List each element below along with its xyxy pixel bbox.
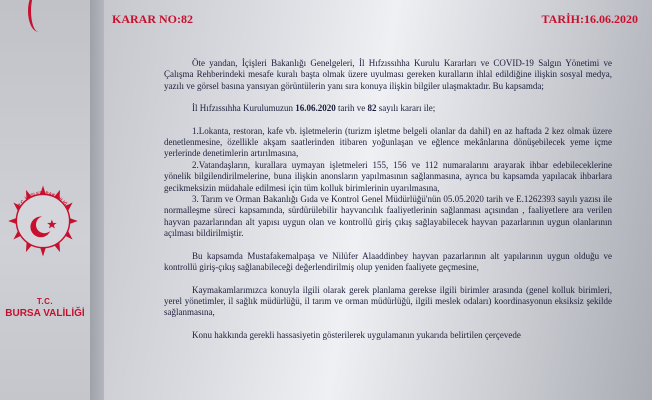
list-item-2: 2.Vatandaşların, kurallara uymayan işletmeleri 155, 156 ve 112 numaralarını arayarak ihbar edebileceklerine yönelik bilgilendirilmelerine, buna ilişkin anonsların yapılmasının sağlanmasına, ayrıca bu kapsamda yapılacak ihbarlara gecikmeksizin müdahale edilmesi için tüm kolluk birimlerinin uyarılmasına,	[164, 159, 612, 193]
list-item-1: 1.Lokanta, restoran, kafe vb. işletmelerin (turizm işletme belgeli olanlar da dahil) en az haftada 2 kez olmak üzere denetlenmesine, özellikle akşam saatlerinden itibaren yoğunlaşan ve eğlence mekânlarına dönüşebilecek yeme içme yerlerinde denetimlerin artırılmasına,	[164, 125, 612, 159]
turkish-crescent-star-emblem-icon	[6, 184, 80, 258]
decision-line-middle: tarih ve	[335, 103, 368, 114]
document-body	[164, 58, 612, 352]
list-item-3: 3. Tarım ve Orman Bakanlığı Gıda ve Kontrol Genel Müdürlüğü'nün 05.05.2020 tarih ve E.1262393 sayılı yazısı ile normalleşme süreci kapsamında, sürdürülebilir hayvancılık faaliyetlerinin sağlanması açısından , faaliyetlere ara verilen hayvan pazarlarından alt yapısı uygun olan ve kontrollü giriş çıkış sağlayabilecek hayvan pazarlarının uygun olanlarının açılması bildirilmiştir.	[164, 194, 612, 239]
org-name: BURSA VALİLİĞİ	[5, 308, 85, 319]
final-paragraph: Konu hakkında gerekli hassasiyetin gösterilerek uygulamanın yukarıda belirtilen çerçevede	[192, 329, 521, 340]
decision-date: TARİH:16.06.2020	[541, 12, 638, 26]
decision-line-date: 16.06.2020	[295, 103, 336, 114]
crescent-ornament	[28, 0, 49, 32]
decision-number: KARAR NO:82	[112, 12, 193, 26]
intro-paragraph: Öte yandan, İçişleri Bakanlığı Genelgeleri, İl Hıfzıssıhha Kurulu Kararları ve COVID-19 Salgın Yönetimi ve Çalışma Rehberindeki mesafe kuralı başta olmak üzere uyulması gereken kuralların ihlal edildiğine ilişkin sosyal medya, yazılı ve görsel basına yansıyan görüntülerin yanı sıra konuya ilişkin bilgiler ulaşmaktadır. Bu kapsamda;	[164, 58, 612, 91]
decision-line-suffix: sayılı kararı ile;	[376, 103, 436, 114]
org-abbreviation: T.C.	[36, 297, 54, 306]
svg-text:T.C. İÇİŞLERİ BAKANLIĞI: T.C. İÇİŞLERİ BAKANLIĞI	[17, 190, 69, 208]
sidebar-divider-band	[90, 0, 104, 400]
coordination-paragraph: Kaymakamlarımızca konuyla ilgili olarak gerek planlama gerekse ilgili birimler arasında (genel kolluk birimleri, yerel yönetimler, il sağlık müdürlüğü, il tarım ve orman müdürlüğü, ilgili meslek odaları) koordinasyonun eksiksiz şekilde sağlanmasına,	[164, 284, 612, 318]
markets-paragraph: Bu kapsamda Mustafakemalpaşa ve Nilüfer Alaaddinbey hayvan pazarlarının alt yapılarının uygun olduğu ve kontrollü giriş-çıkış sağlanabileceği değerlendirilmiş olup yeniden faaliyete geçmesine,	[164, 250, 612, 273]
decision-line-number: 82	[367, 103, 377, 114]
decision-line-prefix: İl Hıfzıssıhha Kurulumuzun	[192, 103, 296, 114]
decision-line	[164, 103, 612, 114]
left-sidebar	[0, 0, 90, 400]
